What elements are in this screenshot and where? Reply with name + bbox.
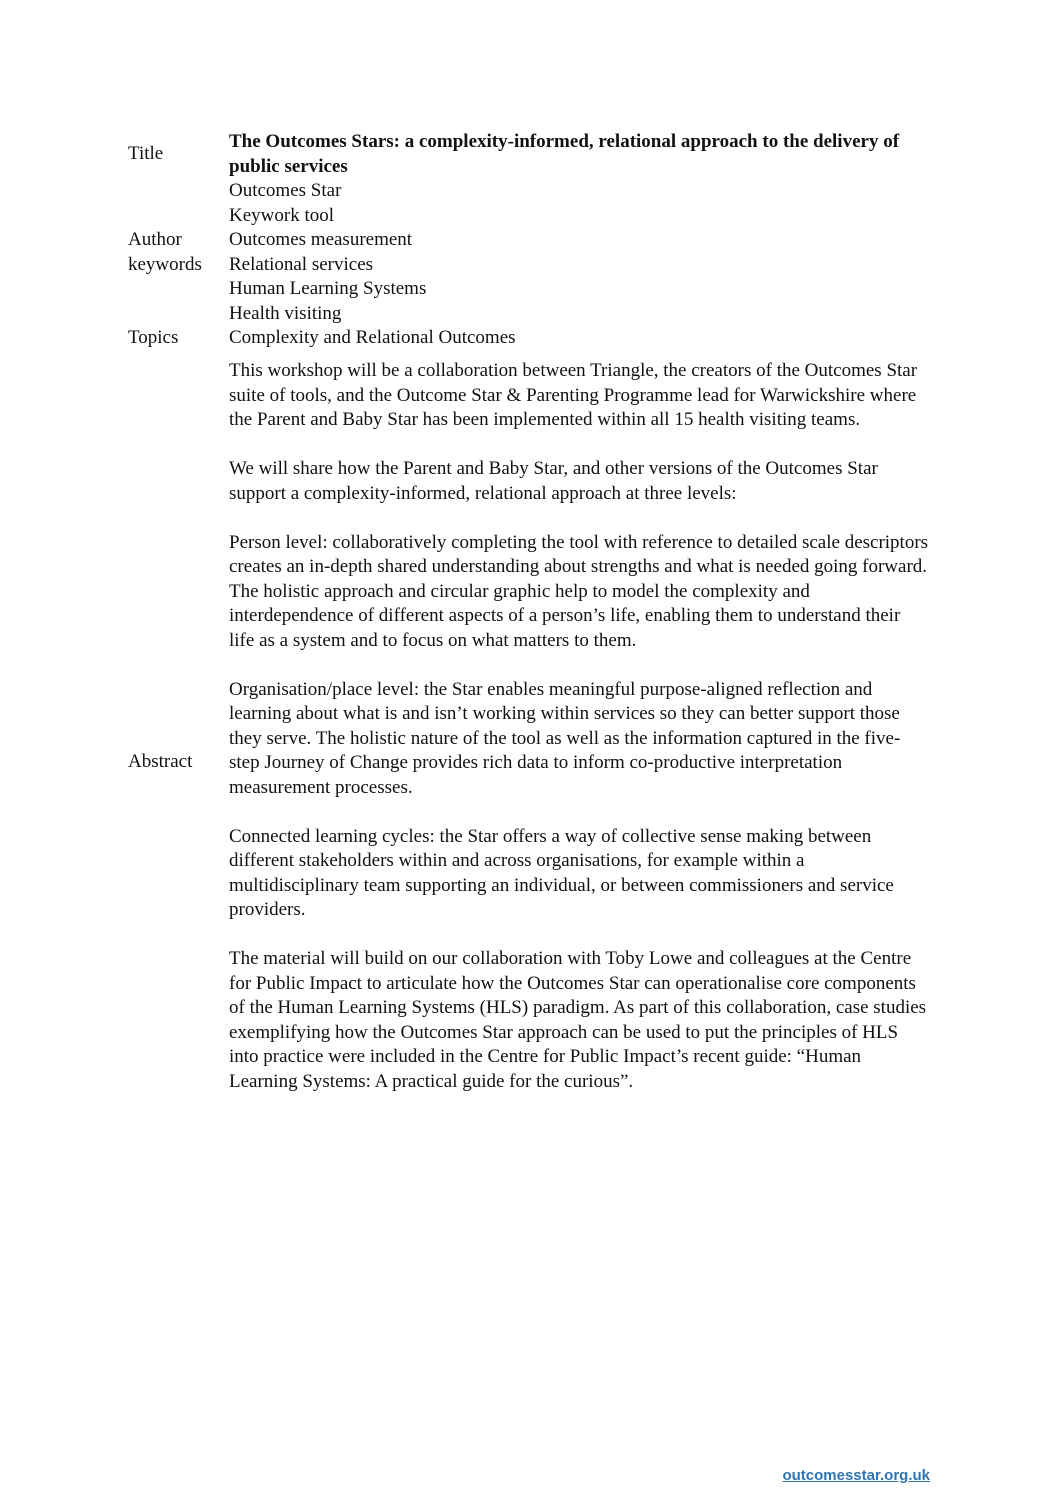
- keyword-item: Outcomes Star: [229, 180, 342, 201]
- abstract-paragraph: Person level: collaboratively completing the tool with reference to detailed scale descriptors creates an in-depth shared understanding about strengths and what is needed going forward. The holistic approach and circular graphic help to model the complexity and interdependence of different aspects of a person’s life, enabling them to understand their life as a system and to focus on what matters to them.: [229, 531, 929, 651]
- title-label: Title: [128, 143, 164, 164]
- abstract-body: [229, 359, 929, 1119]
- topics-value: Complexity and Relational Outcomes: [229, 327, 516, 348]
- keyword-item: Keywork tool: [229, 204, 335, 226]
- paper-title: The Outcomes Stars: a complexity-informed, relational approach to the delivery of public services: [229, 131, 900, 177]
- abstract-paragraph: This workshop will be a collaboration between Triangle, the creators of the Outcomes Star suite of tools, and the Outcome Star & Parenting Programme lead for Warwickshire where the Parent and Baby Star has been implemented within all 15 health visiting teams.: [229, 360, 918, 430]
- abstract-paragraph: Organisation/place level: the Star enables meaningful purpose-aligned reflection and learning about what is and isn’t working within services so they can better support those they serve. The holistic nature of the tool as well as the information captured in the five-step Journey of Change provides rich data to inform co-productive interpretation measurement processes.: [229, 678, 901, 798]
- topics-label: Topics: [128, 327, 179, 348]
- keyword-item: Health visiting: [229, 302, 342, 324]
- author-keywords-label: [128, 228, 223, 277]
- keyword-item: Outcomes measurement: [229, 229, 413, 250]
- author-keywords-label-line2: keywords: [128, 253, 202, 275]
- keyword-item: Relational services: [229, 253, 374, 275]
- abstract-paragraph: We will share how the Parent and Baby Star, and other versions of the Outcomes Star support a complexity-informed, relational approach at three levels:: [229, 458, 878, 504]
- abstract-paragraph: Connected learning cycles: the Star offers a way of collective sense making between different stakeholders within and across organisations, for example within a multidisciplinary team supporting an individual, or between commissioners and service providers.: [229, 825, 894, 920]
- keyword-item: Human Learning Systems: [229, 278, 427, 299]
- abstract-label: Abstract: [128, 751, 193, 772]
- footer-website-link[interactable]: outcomesstar.org.uk: [782, 1467, 930, 1484]
- abstract-paragraph: The material will build on our collaboration with Toby Lowe and colleagues at the Centre for Public Impact to articulate how the Outcomes Star can operationalise core components of the Human Learning Systems (HLS) paradigm. As part of this collaboration, case studies exemplifying how the Outcomes Star approach can be used to put the principles of HLS into practice were included in the Centre for Public Impact’s recent guide: “Human Learning Systems: A practical guide for the curious”.: [229, 948, 927, 1092]
- author-keywords-label-line1: Author: [128, 229, 182, 250]
- keyword-list: [229, 179, 929, 326]
